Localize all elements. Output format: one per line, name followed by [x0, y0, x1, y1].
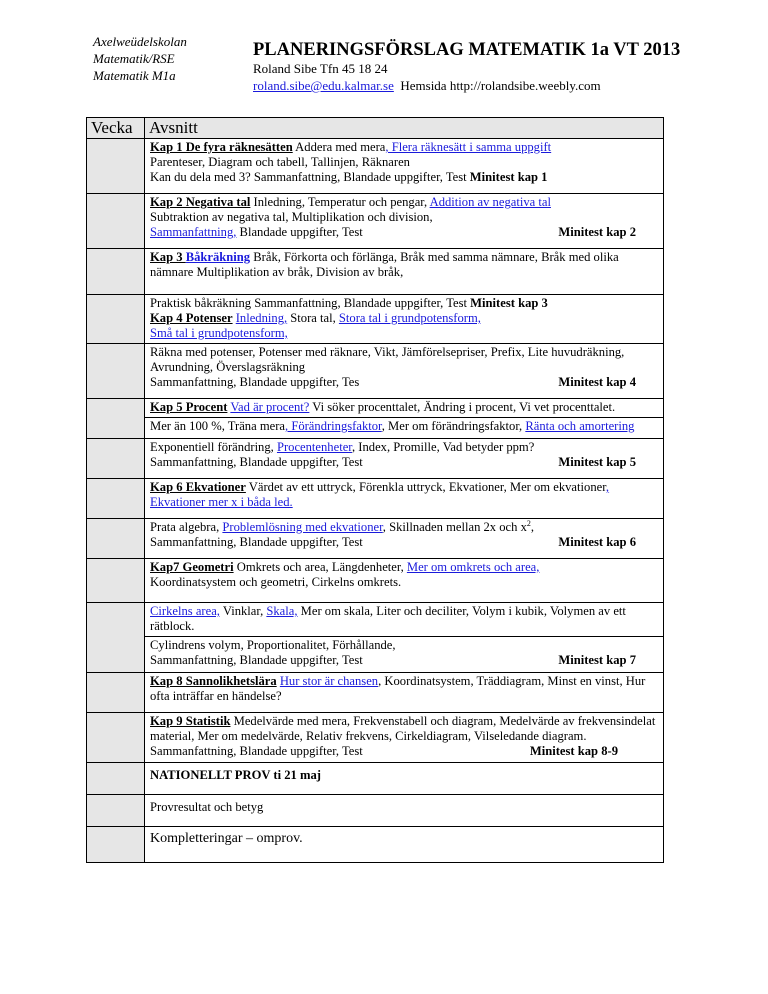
section-cell: Praktisk båkräkning Sammanfattning, Blandade uppgifter, Test Minitest kap 3 Kap 4 Potenser Inledning, Stora tal, Stora tal i grundpotensform, Små tal i grundpotensform, — [145, 295, 664, 344]
header-week: Vecka — [87, 118, 145, 139]
homepage-text: Hemsida http://rolandsibe.weebly.com — [400, 78, 601, 93]
table-row — [87, 519, 664, 559]
topic-link[interactable]: Addition av negativa tal — [429, 195, 551, 209]
chapter-title: Kap 9 Statistik — [150, 714, 231, 728]
week-cell — [87, 519, 145, 559]
week-cell — [87, 399, 145, 439]
week-cell — [87, 344, 145, 399]
topic-link[interactable]: Stora tal i grundpotensform, — [338, 311, 481, 325]
topic-link[interactable]: Procentenheter — [276, 440, 352, 454]
chapter-title: Kap7 Geometri — [150, 560, 234, 574]
table-row — [87, 827, 664, 863]
chapter-title: Kap 8 Sannolikhetslära — [150, 674, 277, 688]
section-cell: Kap 3 Båkräkning Bråk, Förkorta och förlänga, Bråk med samma nämnare, Bråk med olika nämnare Multiplikation av bråk, Division av bråk, — [145, 249, 664, 295]
table-row — [87, 559, 664, 603]
week-cell — [87, 673, 145, 713]
table-row — [87, 795, 664, 827]
subrow-divider: Mer än 100 %, Träna mera, Förändringsfaktor, Mer om förändringsfaktor, Ränta och amortering — [145, 417, 663, 434]
table-row — [87, 399, 664, 439]
topic-link[interactable]: Sammanfattning, — [150, 225, 237, 239]
contact-web — [253, 77, 601, 94]
topic-link[interactable]: Hur stor är chansen — [279, 674, 379, 688]
section-cell: Kap 8 Sannolikhetslära Hur stor är chansen, Koordinatsystem, Träddiagram, Minst en vinst, Hur ofta inträffar en händelse? — [145, 673, 664, 713]
contact-block — [253, 60, 601, 94]
minitest-label: Minitest kap 3 — [470, 296, 548, 310]
minitest-label: Minitest kap 2 — [558, 225, 636, 239]
week-cell — [87, 439, 145, 479]
chapter-title: Kap 2 Negativa tal — [150, 195, 251, 209]
section-cell: Kap7 Geometri Omkrets och area, Längdenheter, Mer om omkrets och area, Koordinatsystem och geometri, Cirkelns omkrets. — [145, 559, 664, 603]
table-header-row — [87, 118, 664, 139]
topic-link[interactable]: Skala, — [266, 604, 298, 618]
table-row — [87, 295, 664, 344]
chapter-title: Kap 1 De fyra räknesätten — [150, 140, 293, 154]
week-cell — [87, 603, 145, 673]
section-cell: Kap 5 Procent Vad är procent? Vi söker procenttalet, Ändring i procent, Vi vet procenttalet. Mer än 100 %, Träna mera, Förändringsfaktor, Mer om förändringsfaktor, Ränta och amortering — [145, 399, 664, 439]
subrow-divider: Cylindrens volym, Proportionalitet, Förhållande, Minitest kap 7 Sammanfattning, Blandade uppgifter, Test — [145, 636, 663, 668]
section-cell: Kap 6 Ekvationer Värdet av ett uttryck, Förenkla uttryck, Ekvationer, Mer om ekvationer, Ekvationer mer x i båda led. — [145, 479, 664, 519]
minitest-label: Minitest kap 1 — [469, 170, 548, 184]
section-cell: Cirkelns area, Vinklar, Skala, Mer om skala, Liter och deciliter, Volym i kubik, Volymen av ett rätblock. Cylindrens volym, Proportionalitet, Förhållande, Minitest kap 7 Sammanfattning, Blandade uppgifter, Test — [145, 603, 664, 673]
week-cell — [87, 559, 145, 603]
table-row — [87, 763, 664, 795]
section-cell — [145, 763, 664, 795]
minitest-label: Minitest kap 4 — [558, 375, 636, 389]
week-cell — [87, 713, 145, 763]
section-cell: Kap 9 Statistik Medelvärde med mera, Frekvenstabell och diagram, Medelvärde av frekvensindelat material, Mer om medelvärde, Relativ frekvens, Cirkeldiagram, Vilseledande diagram. Minitest kap 8-9 Sammanfattning, Blandade uppgifter, Test — [145, 713, 664, 763]
table-row — [87, 673, 664, 713]
chapter-title: Kap 5 Procent — [150, 400, 228, 414]
minitest-label: Minitest kap 5 — [558, 455, 636, 469]
table-row — [87, 344, 664, 399]
week-cell — [87, 194, 145, 249]
school-info — [93, 33, 187, 84]
section-cell: Prata algebra, Problemlösning med ekvationer, Skillnaden mellan 2x och $x^2$, Minitest kap 6 Sammanfattning, Blandade uppgifter, Test — [145, 519, 664, 559]
chapter-title: Kap 4 Potenser — [150, 311, 233, 325]
section-cell: Exponentiell förändring, Procentenheter, Index, Promille, Vad betyder ppm? Minitest kap 5 Sammanfattning, Blandade uppgifter, Test — [145, 439, 664, 479]
table-row — [87, 713, 664, 763]
week-cell — [87, 249, 145, 295]
minitest-label: Minitest kap 8-9 — [529, 744, 618, 758]
week-cell — [87, 139, 145, 194]
contact-line: Roland Sibe Tfn 45 18 24 — [253, 61, 388, 76]
week-cell — [87, 479, 145, 519]
section-cell: Räkna med potenser, Potenser med räknare, Vikt, Jämförelsepriser, Prefix, Lite huvudräkning, Avrundning, Överslagsräkning Minitest kap 4 Sammanfattning, Blandade uppgifter, Tes — [145, 344, 664, 399]
topic-link[interactable]: Mer om omkrets och area, — [406, 560, 540, 574]
national-test: NATIONELLT PROV ti 21 maj — [150, 768, 321, 782]
topic-link[interactable]: , Förändringsfaktor — [285, 419, 382, 433]
topic-link[interactable]: Båkräkning — [185, 250, 251, 264]
topic-link[interactable]: Inledning, — [235, 311, 288, 325]
section-cell: Kompletteringar – omprov. — [145, 827, 664, 863]
chapter-title: Kap 6 Ekvationer — [150, 480, 246, 494]
email-link[interactable]: roland.sibe@edu.kalmar.se — [253, 78, 394, 93]
section-cell: Provresultat och betyg — [145, 795, 664, 827]
table-row — [87, 139, 664, 194]
week-cell — [87, 763, 145, 795]
header-section: Avsnitt — [145, 118, 664, 139]
course: Matematik M1a — [93, 68, 176, 83]
topic-link[interactable]: Problemlösning med ekvationer — [222, 520, 383, 534]
school-name: Axelweüdelskolan — [93, 34, 187, 49]
topic-link[interactable]: Små tal i grundpotensform, — [150, 326, 288, 340]
topic-link[interactable]: , Ekvationer mer x i båda led. — [150, 480, 610, 509]
department: Matematik/RSE — [93, 51, 175, 66]
week-cell — [87, 295, 145, 344]
minitest-label: Minitest kap 6 — [558, 535, 636, 549]
topic-link[interactable]: Ränta och amortering — [525, 419, 635, 433]
table-row — [87, 249, 664, 295]
topic-link[interactable]: Vad är procent? — [230, 400, 310, 414]
section-cell: Kap 1 De fyra räknesätten Addera med mera, Flera räknesätt i samma uppgift Parenteser, Diagram och tabell, Tallinjen, Räknaren Kan du dela med 3? Sammanfattning, Blandade uppgifter, Test Minitest kap 1 — [145, 139, 664, 194]
section-cell: Kap 2 Negativa tal Inledning, Temperatur och pengar, Addition av negativa tal Subtraktion av negativa tal, Multiplikation och division, Minitest kap 2 Sammanfattning, Blandade uppgifter, Test — [145, 194, 664, 249]
schedule-table — [86, 117, 664, 863]
topic-link[interactable]: , Flera räknesätt i samma uppgift — [385, 140, 552, 154]
table-row — [87, 603, 664, 673]
table-row — [87, 439, 664, 479]
topic-link[interactable]: Cirkelns area, — [150, 604, 220, 618]
minitest-label: Minitest kap 7 — [558, 653, 636, 667]
table-row — [87, 194, 664, 249]
page-title: PLANERINGSFÖRSLAG MATEMATIK 1a VT 2013 — [253, 40, 681, 60]
week-cell — [87, 795, 145, 827]
week-cell — [87, 827, 145, 863]
table-row — [87, 479, 664, 519]
